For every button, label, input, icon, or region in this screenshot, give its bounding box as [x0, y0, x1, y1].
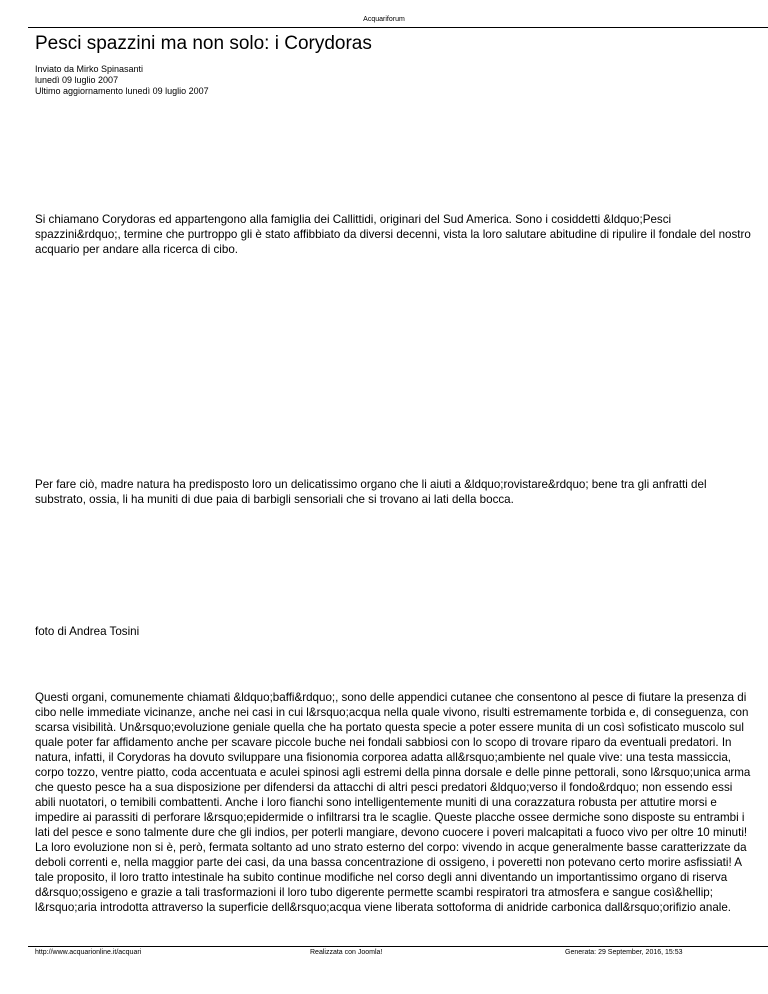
header-divider	[28, 27, 768, 28]
footer-cms-credit: Realizzata con Joomla!	[310, 949, 383, 956]
updated-line: Ultimo aggiornamento lunedì 09 luglio 2007	[35, 86, 209, 96]
footer-url: http://www.acquarionline.it/acquari	[35, 949, 142, 956]
footer-divider	[28, 946, 768, 947]
article-paragraph-intro: Si chiamano Corydoras ed appartengono alla famiglia dei Callittidi, originari del Sud America. Sono i cosiddetti &ldquo;Pesci spazzini&rdquo;, termine che purtroppo gli è stato affibbiato da diversi decenni, vista la loro salutare abitudine di ripulire il fondale del nostro acquario per andare alla ricerca di cibo.	[35, 213, 751, 256]
photo-credit: foto di Andrea Tosini	[35, 625, 140, 638]
footer-generated-date: Generata: 29 September, 2016, 15:53	[565, 949, 683, 956]
article-paragraph-anatomy: Questi organi, comunemente chiamati &ldquo;baffi&rdquo;, sono delle appendici cutanee che consentono al pesce di fiutare la presenza di cibo nelle immediate vicinanze, anche nei casi in cui l&rsquo;acqua nella quale vivono, risulti estremamente torbida e, di conseguenza, con scarsa visibilità. Un&rsquo;evoluzione geniale quella che ha portato questa specie a poter essere munita di un così sofisticato muscolo sul quale poter far affidamento anche per scavare piccole buche nei fondali sabbiosi con lo scopo di trovare riparo da eventuali predatori. In natura, infatti, il Corydoras ha dovuto sviluppare una fisionomia corporea adatta all&rsquo;ambiente nel quale vive: una testa massiccia, corpo tozzo, ventre piatto, coda accentuata e aculei spinosi agli estremi della pinna dorsale e delle pinne pettorali, sono l&rsquo;unica arma che questo pesce ha a sua disposizione per difendersi da attacchi di altri pesci predatori &ldquo;verso il fondo&rdquo; non essendo essi abili nuotatori, o temibili combattenti. Anche i loro fianchi sono intelligentemente muniti di una corazzatura robusta per attutire morsi e impedire ai parassiti di perforare l&rsquo;epidermide o infiltrarsi tra le scaglie. Queste placche ossee dermiche sono disposte su entrambi i lati del pesce e sono talmente dure che gli indios, per poterli mangiare, devono cuocere i poveri malcapitati a fuoco vivo per oltre 10 minuti! La loro evoluzione non si è, però, fermata soltanto ad uno strato esterno del corpo: vivendo in acque generalmente basse caratterizzate da deboli correnti e, nella maggior parte dei casi, da una bassa concentrazione di ossigeno, i poveretti non potevano certo morire asfissiati! A tale proposito, il loro tratto intestinale ha subito continue modifiche nel corso degli anni diventando un importantissimo organo di riserva d&rsquo;ossigeno e grazie a tali trasformazioni il loro tubo digerente permette scambi respiratori tra atmosfera e sangue così&hellip; l&rsquo;aria introdotta attraverso la superficie dell&rsquo;acqua viene liberata sottoforma di anidride carbonica dall&rsquo;orifizio anale.	[35, 691, 751, 914]
article-title: Pesci spazzini ma non solo: i Corydoras	[35, 33, 372, 54]
article-paragraph-barbels: Per fare ciò, madre natura ha predisposto loro un delicatissimo organo che li aiuti a &ldquo;rovistare&rdquo; bene tra gli anfratti del substrato, ossia, li ha muniti di due paia di barbigli sensoriali che si trovano ai lati della bocca.	[35, 478, 707, 506]
article-meta	[35, 64, 209, 97]
date-line: lunedì 09 luglio 2007	[35, 75, 119, 85]
author-line: Inviato da Mirko Spinasanti	[35, 64, 144, 74]
site-header: Acquariforum	[363, 16, 405, 23]
